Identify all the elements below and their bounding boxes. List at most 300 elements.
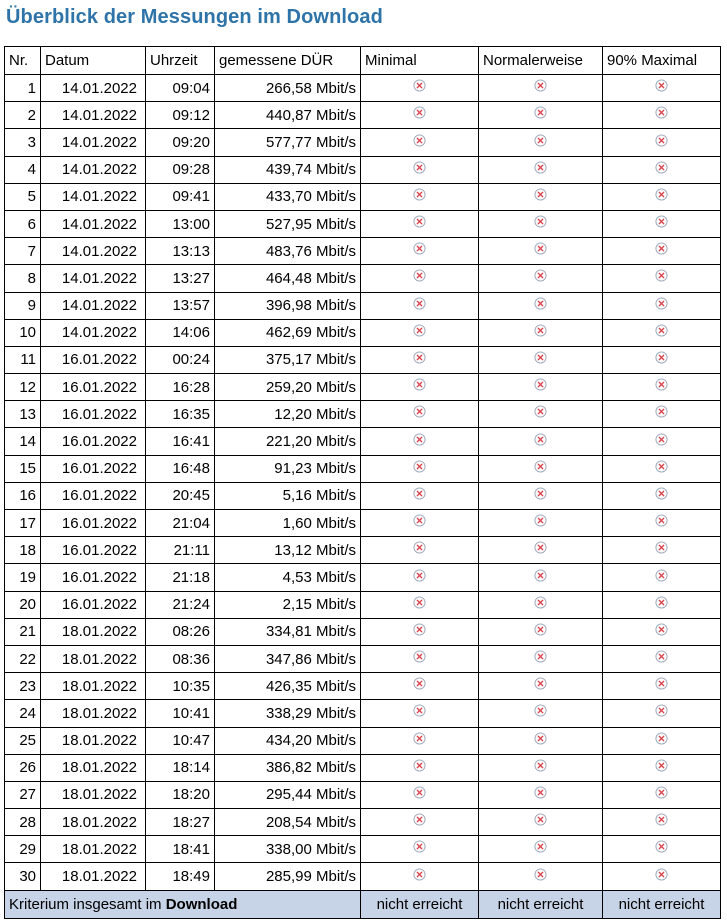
cell-uhrzeit: 13:13 [146,238,215,265]
table-row [5,292,721,319]
cell-90-maximal [603,645,721,672]
cell-normalerweise [479,455,603,482]
cell-gemessene-duer: 4,53 Mbit/s [215,564,361,591]
cell-normalerweise [479,482,603,509]
cell-datum: 18.01.2022 [41,863,146,890]
cell-datum: 14.01.2022 [41,210,146,237]
table-row [5,265,721,292]
cell-normalerweise [479,673,603,700]
cell-normalerweise [479,564,603,591]
x-circle-icon [534,378,547,391]
cell-minimal [361,238,479,265]
x-circle-icon [534,704,547,717]
cell-nr: 12 [5,374,41,401]
cell-datum: 18.01.2022 [41,700,146,727]
table-row [5,428,721,455]
x-circle-icon [413,297,426,310]
x-circle-icon [534,351,547,364]
table-row [5,645,721,672]
x-circle-icon [534,460,547,473]
x-circle-icon [534,813,547,826]
x-circle-icon [413,269,426,282]
cell-normalerweise [479,319,603,346]
cell-minimal [361,809,479,836]
x-circle-icon [534,324,547,337]
cell-minimal [361,428,479,455]
cell-gemessene-duer: 2,15 Mbit/s [215,591,361,618]
x-circle-icon [413,161,426,174]
cell-90-maximal [603,809,721,836]
cell-uhrzeit: 18:14 [146,754,215,781]
x-circle-icon [655,433,668,446]
cell-normalerweise [479,863,603,890]
cell-datum: 14.01.2022 [41,129,146,156]
cell-normalerweise [479,75,603,102]
cell-normalerweise [479,754,603,781]
cell-uhrzeit: 09:28 [146,156,215,183]
cell-datum: 14.01.2022 [41,319,146,346]
table-row [5,673,721,700]
x-circle-icon [655,813,668,826]
table-row [5,238,721,265]
cell-gemessene-duer: 338,00 Mbit/s [215,836,361,863]
x-circle-icon [655,378,668,391]
table-row [5,618,721,645]
cell-90-maximal [603,836,721,863]
cell-nr: 27 [5,781,41,808]
cell-nr: 25 [5,727,41,754]
cell-90-maximal [603,374,721,401]
x-circle-icon [413,732,426,745]
cell-uhrzeit: 09:20 [146,129,215,156]
cell-minimal [361,102,479,129]
header-nr: Nr. [5,47,41,75]
cell-minimal [361,781,479,808]
x-circle-icon [534,161,547,174]
cell-nr: 19 [5,564,41,591]
cell-90-maximal [603,564,721,591]
x-circle-icon [534,106,547,119]
table-header-row [5,47,721,75]
x-circle-icon [413,840,426,853]
x-circle-icon [655,79,668,92]
cell-uhrzeit: 14:06 [146,319,215,346]
x-circle-icon [534,732,547,745]
summary-normalerweise: nicht erreicht [479,890,603,918]
table-row [5,129,721,156]
cell-90-maximal [603,292,721,319]
cell-nr: 9 [5,292,41,319]
cell-gemessene-duer: 334,81 Mbit/s [215,618,361,645]
x-circle-icon [413,134,426,147]
cell-nr: 14 [5,428,41,455]
cell-normalerweise [479,183,603,210]
cell-nr: 22 [5,645,41,672]
table-row [5,319,721,346]
cell-nr: 16 [5,482,41,509]
x-circle-icon [655,514,668,527]
table-row [5,754,721,781]
cell-nr: 18 [5,537,41,564]
summary-label-bold: Download [165,895,238,913]
header-datum: Datum [41,47,146,75]
cell-normalerweise [479,809,603,836]
table-row [5,401,721,428]
cell-uhrzeit: 18:27 [146,809,215,836]
cell-gemessene-duer: 386,82 Mbit/s [215,754,361,781]
x-circle-icon [534,650,547,663]
x-circle-icon [413,242,426,255]
cell-minimal [361,210,479,237]
cell-normalerweise [479,591,603,618]
cell-nr: 23 [5,673,41,700]
cell-90-maximal [603,482,721,509]
x-circle-icon [413,677,426,690]
cell-uhrzeit: 20:45 [146,482,215,509]
x-circle-icon [655,188,668,201]
cell-gemessene-duer: 433,70 Mbit/s [215,183,361,210]
x-circle-icon [413,514,426,527]
x-circle-icon [655,134,668,147]
cell-nr: 4 [5,156,41,183]
cell-gemessene-duer: 527,95 Mbit/s [215,210,361,237]
x-circle-icon [534,79,547,92]
cell-gemessene-duer: 285,99 Mbit/s [215,863,361,890]
header-uhrzeit: Uhrzeit [146,47,215,75]
cell-gemessene-duer: 91,23 Mbit/s [215,455,361,482]
summary-minimal: nicht erreicht [361,890,479,918]
cell-90-maximal [603,428,721,455]
x-circle-icon [413,215,426,228]
x-circle-icon [655,759,668,772]
x-circle-icon [655,868,668,881]
table-row [5,564,721,591]
table-row [5,455,721,482]
cell-90-maximal [603,319,721,346]
cell-gemessene-duer: 426,35 Mbit/s [215,673,361,700]
cell-90-maximal [603,129,721,156]
x-circle-icon [413,79,426,92]
cell-minimal [361,482,479,509]
header-gemessene-duer: gemessene DÜR [215,47,361,75]
cell-90-maximal [603,346,721,373]
summary-90-maximal: nicht erreicht [603,890,721,918]
x-circle-icon [655,269,668,282]
table-body [5,75,721,891]
cell-normalerweise [479,210,603,237]
table-row [5,863,721,890]
cell-nr: 26 [5,754,41,781]
table-row [5,374,721,401]
table-row [5,102,721,129]
table-row [5,156,721,183]
cell-uhrzeit: 21:04 [146,510,215,537]
cell-uhrzeit: 10:47 [146,727,215,754]
cell-datum: 16.01.2022 [41,346,146,373]
cell-datum: 18.01.2022 [41,809,146,836]
cell-gemessene-duer: 295,44 Mbit/s [215,781,361,808]
cell-uhrzeit: 16:48 [146,455,215,482]
cell-datum: 14.01.2022 [41,156,146,183]
table-row [5,482,721,509]
cell-nr: 8 [5,265,41,292]
x-circle-icon [655,242,668,255]
x-circle-icon [534,596,547,609]
cell-normalerweise [479,346,603,373]
cell-90-maximal [603,156,721,183]
cell-minimal [361,863,479,890]
cell-90-maximal [603,455,721,482]
cell-gemessene-duer: 266,58 Mbit/s [215,75,361,102]
cell-90-maximal [603,863,721,890]
summary-label [5,890,361,918]
table-row [5,700,721,727]
cell-gemessene-duer: 439,74 Mbit/s [215,156,361,183]
x-circle-icon [413,405,426,418]
cell-uhrzeit: 21:11 [146,537,215,564]
cell-datum: 14.01.2022 [41,238,146,265]
x-circle-icon [655,677,668,690]
cell-gemessene-duer: 464,48 Mbit/s [215,265,361,292]
x-circle-icon [534,188,547,201]
cell-minimal [361,673,479,700]
cell-minimal [361,75,479,102]
cell-normalerweise [479,129,603,156]
cell-gemessene-duer: 483,76 Mbit/s [215,238,361,265]
x-circle-icon [534,242,547,255]
cell-minimal [361,700,479,727]
cell-normalerweise [479,102,603,129]
table-row [5,346,721,373]
x-circle-icon [534,269,547,282]
x-circle-icon [534,514,547,527]
cell-minimal [361,346,479,373]
cell-datum: 14.01.2022 [41,292,146,319]
table-row [5,727,721,754]
cell-datum: 18.01.2022 [41,754,146,781]
x-circle-icon [413,460,426,473]
x-circle-icon [655,460,668,473]
cell-nr: 21 [5,618,41,645]
cell-90-maximal [603,265,721,292]
x-circle-icon [413,623,426,636]
cell-datum: 14.01.2022 [41,183,146,210]
x-circle-icon [655,704,668,717]
cell-normalerweise [479,292,603,319]
cell-nr: 6 [5,210,41,237]
cell-nr: 28 [5,809,41,836]
cell-datum: 18.01.2022 [41,673,146,700]
cell-uhrzeit: 21:18 [146,564,215,591]
cell-90-maximal [603,754,721,781]
x-circle-icon [413,596,426,609]
x-circle-icon [655,297,668,310]
cell-gemessene-duer: 13,12 Mbit/s [215,537,361,564]
cell-datum: 16.01.2022 [41,455,146,482]
cell-nr: 3 [5,129,41,156]
x-circle-icon [655,215,668,228]
x-circle-icon [413,433,426,446]
cell-minimal [361,645,479,672]
cell-gemessene-duer: 375,17 Mbit/s [215,346,361,373]
table-row [5,836,721,863]
cell-minimal [361,183,479,210]
header-normalerweise: Normalerweise [479,47,603,75]
x-circle-icon [534,487,547,500]
cell-gemessene-duer: 338,29 Mbit/s [215,700,361,727]
x-circle-icon [534,840,547,853]
cell-gemessene-duer: 5,16 Mbit/s [215,482,361,509]
x-circle-icon [534,759,547,772]
cell-gemessene-duer: 396,98 Mbit/s [215,292,361,319]
cell-gemessene-duer: 221,20 Mbit/s [215,428,361,455]
cell-uhrzeit: 16:41 [146,428,215,455]
cell-90-maximal [603,591,721,618]
cell-uhrzeit: 18:20 [146,781,215,808]
cell-uhrzeit: 21:24 [146,591,215,618]
cell-uhrzeit: 13:00 [146,210,215,237]
x-circle-icon [655,324,668,337]
cell-minimal [361,129,479,156]
cell-nr: 30 [5,863,41,890]
cell-nr: 17 [5,510,41,537]
cell-minimal [361,265,479,292]
cell-datum: 18.01.2022 [41,645,146,672]
x-circle-icon [655,106,668,119]
x-circle-icon [413,351,426,364]
x-circle-icon [413,759,426,772]
cell-minimal [361,591,479,618]
header-minimal: Minimal [361,47,479,75]
x-circle-icon [413,324,426,337]
cell-minimal [361,401,479,428]
cell-uhrzeit: 08:36 [146,645,215,672]
x-circle-icon [534,215,547,228]
cell-90-maximal [603,618,721,645]
x-circle-icon [655,732,668,745]
x-circle-icon [534,134,547,147]
cell-minimal [361,374,479,401]
cell-datum: 18.01.2022 [41,836,146,863]
cell-normalerweise [479,836,603,863]
x-circle-icon [655,623,668,636]
summary-label-prefix: Kriterium insgesamt im [9,895,166,913]
x-circle-icon [655,840,668,853]
summary-row [5,890,721,918]
x-circle-icon [413,650,426,663]
x-circle-icon [413,704,426,717]
cell-gemessene-duer: 462,69 Mbit/s [215,319,361,346]
cell-uhrzeit: 09:41 [146,183,215,210]
x-circle-icon [655,351,668,364]
cell-minimal [361,319,479,346]
cell-nr: 24 [5,700,41,727]
x-circle-icon [413,868,426,881]
cell-datum: 16.01.2022 [41,537,146,564]
header-90-maximal: 90% Maximal [603,47,721,75]
cell-90-maximal [603,537,721,564]
cell-90-maximal [603,727,721,754]
cell-90-maximal [603,238,721,265]
cell-nr: 1 [5,75,41,102]
cell-90-maximal [603,75,721,102]
cell-minimal [361,754,479,781]
table-row [5,510,721,537]
cell-normalerweise [479,401,603,428]
cell-nr: 2 [5,102,41,129]
cell-datum: 14.01.2022 [41,102,146,129]
cell-normalerweise [479,374,603,401]
cell-gemessene-duer: 12,20 Mbit/s [215,401,361,428]
cell-90-maximal [603,700,721,727]
cell-nr: 7 [5,238,41,265]
x-circle-icon [413,786,426,799]
cell-datum: 16.01.2022 [41,510,146,537]
cell-uhrzeit: 13:27 [146,265,215,292]
cell-uhrzeit: 09:12 [146,102,215,129]
cell-nr: 13 [5,401,41,428]
cell-90-maximal [603,781,721,808]
x-circle-icon [655,596,668,609]
cell-uhrzeit: 18:41 [146,836,215,863]
table-row [5,183,721,210]
table-row [5,781,721,808]
x-circle-icon [534,541,547,554]
cell-normalerweise [479,727,603,754]
x-circle-icon [534,297,547,310]
x-circle-icon [534,623,547,636]
cell-normalerweise [479,618,603,645]
cell-nr: 20 [5,591,41,618]
x-circle-icon [655,650,668,663]
x-circle-icon [413,813,426,826]
cell-gemessene-duer: 434,20 Mbit/s [215,727,361,754]
x-circle-icon [534,677,547,690]
x-circle-icon [413,106,426,119]
cell-uhrzeit: 13:57 [146,292,215,319]
x-circle-icon [413,541,426,554]
cell-datum: 14.01.2022 [41,265,146,292]
cell-90-maximal [603,102,721,129]
cell-normalerweise [479,428,603,455]
cell-minimal [361,510,479,537]
cell-uhrzeit: 00:24 [146,346,215,373]
x-circle-icon [655,161,668,174]
cell-normalerweise [479,156,603,183]
x-circle-icon [534,786,547,799]
cell-gemessene-duer: 208,54 Mbit/s [215,809,361,836]
cell-normalerweise [479,238,603,265]
cell-nr: 10 [5,319,41,346]
cell-minimal [361,156,479,183]
page-title: Überblick der Messungen im Download [6,6,383,28]
cell-normalerweise [479,510,603,537]
cell-90-maximal [603,510,721,537]
cell-uhrzeit: 18:49 [146,863,215,890]
cell-normalerweise [479,645,603,672]
cell-uhrzeit: 16:28 [146,374,215,401]
x-circle-icon [413,378,426,391]
measurements-table [4,46,721,919]
cell-gemessene-duer: 347,86 Mbit/s [215,645,361,672]
cell-datum: 18.01.2022 [41,727,146,754]
x-circle-icon [655,541,668,554]
cell-datum: 16.01.2022 [41,482,146,509]
cell-gemessene-duer: 440,87 Mbit/s [215,102,361,129]
table-row [5,809,721,836]
x-circle-icon [534,405,547,418]
cell-uhrzeit: 10:41 [146,700,215,727]
